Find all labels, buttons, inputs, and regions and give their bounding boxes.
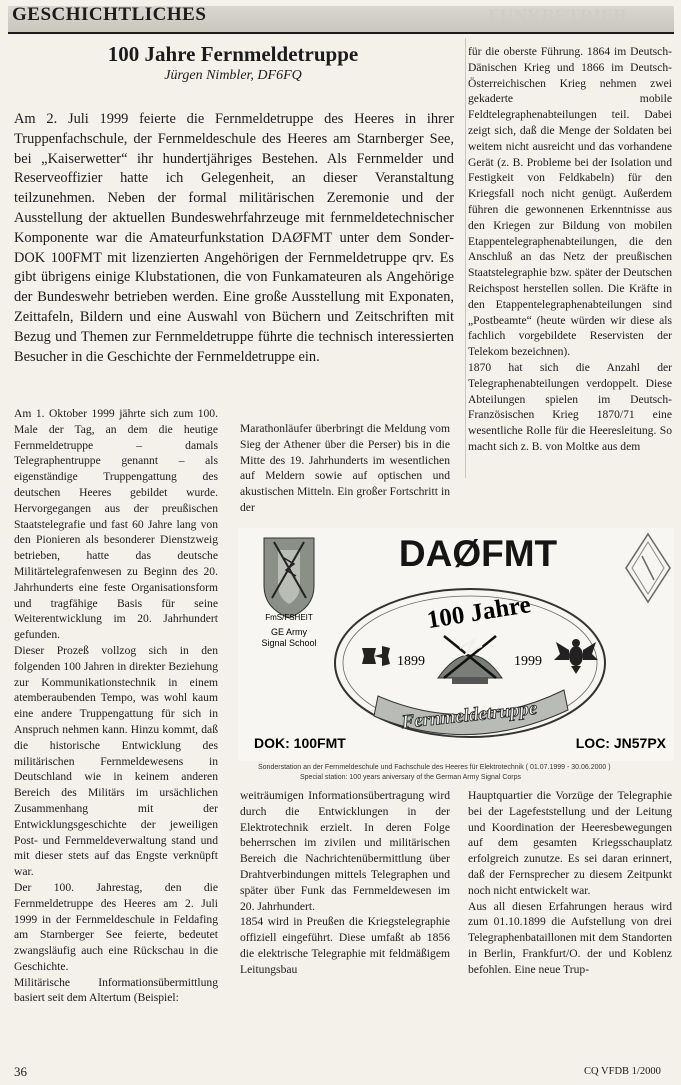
- school-name-line-2: Signal School: [261, 638, 317, 648]
- signal-school-shield-icon: [264, 538, 314, 618]
- year-right: 1999: [514, 654, 542, 669]
- text-column-4: [240, 788, 450, 978]
- text-column-2: [240, 421, 450, 516]
- paragraph: für die oberste Führung. 1864 im Deutsch-Dänischen Krieg und 1866 im Deutsch-Österreichischen Krieg nehmen zwei gekaderte mobile Feldtelegraphenabteilungen teil. Dabei zeigt sich, daß die Menge der Soldaten bei weitem nicht ausreicht und das vorhandene Gerät (z. B. Probleme bei der Isolation und Festigkeit von Feldkabeln) für den Kriegsfall noch nicht genügt. Außerdem führen die gewonnenen Erkenntnisse aus den Kriegen zur Bildung von mobilen Etappentelegraphenabteilungen, die den Anschluß an das Netz der preußischen Staatstelegraphie bzw. später der Deutschen Reichspost herstellen sollen. Die Kräfte in den Etappentelegraphenabteilungen sind „Postbeamte“ (heute würden wir diese als fachlich vorgebildete Reservisten der Telekom bezeichnen).: [468, 45, 672, 359]
- text-column-1: [14, 406, 218, 1006]
- paragraph: Hauptquartier die Vorzüge der Telegraphie bei der Lagefeststellung und der Leitung und Koordination der Heeresbewegungen auf dem gesamten Kriegsschauplatz erfolgreich zunutze. Es sei daran erinnert, daß der Fernsprecher zu diesem Zeitpunkt noch nicht entwickelt war.: [468, 789, 672, 897]
- lead-paragraph: Am 2. Juli 1999 feierte die Fernmeldetruppe des Heeres in ihrer Truppenfachschule, der Fernmeldeschule des Heeres am Starnberger See, bei „Kaiserwetter“ ihr hundertjähriges Bestehen. Als Fernmelder und Reserveoffizier hatte ich Gelegenheit, an dieser Veranstaltung teilzunehmen. Neben der formal militärischen Zeremonie und der Ausstellung der aktuellen Bundeswehrfahrzeuge mit fernmeldetechnischer Komponente war die Amateurfunkstation DAØFMT unter dem Sonder-DOK 100FMT mit lizenzierten Angehörigen der Fernmeldetruppe qrv. Es gibt übrigens einige Klubstationen, die von Funkamateuren als Angehörige der Bundeswehr betrieben werden. Eine große Ausstellung mit Exponaten, Zeittafeln, Bildern und eine Auswahl von Büchern und Zeitschriften mit Bezug und Themen zur Fernmeldetruppe führte die technisch interessierten Besucher in die Geschichte der Fernmeldetruppe ein.: [14, 111, 454, 365]
- callsign: DAØFMT: [398, 533, 558, 574]
- paragraph: 1854 wird in Preußen die Kriegstelegraphie offiziell eingeführt. Diese umfaßt ab 1856 die elektrische Telegraphie mit feldmäßigem Leitungsbau: [240, 915, 450, 976]
- year-left: 1899: [397, 654, 425, 669]
- page-number: 36: [14, 1064, 27, 1079]
- qsl-card-image: [238, 528, 674, 761]
- paragraph: weiträumigen Informationsübertragung wird durch die Entwicklungen in der Elektrotechnik erzielt. In deren Folge beherrschen im zivilen und militärischen Bereich die Nachrichtenübermittlung über Drahtverbindungen mittels Telegraphen und später über Funk das Fernmeldewesen im 20. Jahrhundert.: [240, 789, 450, 913]
- paragraph: Der 100. Jahrestag, den die Fernmeldetruppe des Heeres am 2. Juli 1999 in der Fernmeldeschule in Feldafing am Starnberger See feierte, bedeutet zwangsläufig auch eine Rückschau in die Geschichte.: [14, 880, 218, 973]
- paragraph: 1870 hat sich die Anzahl der Telegraphenabteilungen verdoppelt. Diese Abteilungen spielen im Deutsch-Französischen Krieg 1870/71 eine wesentliche Rolle für die Heeresleitung. So macht sich z. B. von Moltke aus dem: [468, 360, 672, 453]
- column-divider: [465, 38, 466, 478]
- school-abbreviation: FmS/FSHEIT: [265, 613, 313, 622]
- article-title: 100 Jahre Fernmeldetruppe: [107, 42, 359, 66]
- locator-label: LOC: JN57PX: [575, 735, 666, 751]
- dok-label: DOK: 100FMT: [254, 735, 346, 751]
- qsl-footer-line-1: Sonderstation an der Fernmeldeschule und Fachschule des Heeres für Elektrotechnik ( 01.07.1999 - 30.06.2000 ): [258, 764, 611, 771]
- school-name-line-1: GE Army: [270, 627, 308, 637]
- anniversary-text: 100 Jahre: [425, 591, 533, 635]
- article-author: Jürgen Nimbler, DF6FQ: [164, 68, 302, 83]
- section-title: GESCHICHTLICHES: [12, 4, 207, 25]
- paragraph: Aus all diesen Erfahrungen heraus wird zum 01.10.1899 die Aufstellung von drei Telegraphenbataillonen mit dem Standorten in Berlin, Frankfurt/O. der und Koblenz befohlen. Eine neue Trup-: [468, 899, 672, 976]
- text-column-5: [468, 788, 672, 978]
- qsl-footer-line-2: Special station: 100 years aniversary of the German Army Signal Corps: [300, 774, 521, 781]
- show-through-heading: FUNKBETRIEB: [488, 6, 627, 27]
- text-column-3: [468, 44, 672, 455]
- paragraph: Am 1. Oktober 1999 jährte sich zum 100. Male der Tag, an dem die heutige Fernmeldetruppe – damals Telegraphentruppe genannt – als eigenständige Truppengattung des deutschen Heeres gebildet wurde. Hervorgegangen aus der preußischen Staatstelegrafie und fast 60 Jahre lang von den Pionieren als besonderer Dienstzweig betrieben, hatte das deutsche Militärtelegrafenwesen zu Beginn des 20. Jahrhunderts eine feste Organisationsform und tragfähige Basis für seine Weiterentwicklung im 20. Jahrhundert gefunden.: [14, 407, 218, 642]
- paragraph: Dieser Prozeß vollzog sich in den folgenden 100 Jahren in direkter Beziehung zur Kommunikationstechnik in einem atemberaubenden Tempo, was wohl kaum eine andere Truppengattung für sich in Anspruch nehmen kann. Hinzu kommt, daß die historische Entwicklung des militärischen Fernmeldewesens in Deutschland wie in keinem anderen Bereich des Militärs im ursächlichen Zusammenhang mit der Entwicklungsgeschichte der jeweiligen Post- und Fernmeldeverwaltung stand und mit dieser stets auf das Engste verknüpft war.: [14, 643, 218, 879]
- banner-text: Fernmeldetruppe: [400, 697, 539, 734]
- paragraph: Militärische Informationsübermittlung basiert seit dem Altertum (Beispiel:: [14, 975, 218, 1005]
- journal-issue: CQ VFDB 1/2000: [584, 1066, 661, 1077]
- paragraph: Marathonläufer überbringt die Meldung vom Sieg der Athener über die Perser) bis in die Mitte des 19. Jahrhunderts im wesentlichen auf Meldern sowie auf optischen und akustischen Mitteln. Ein großer Fortschritt in der: [240, 422, 450, 514]
